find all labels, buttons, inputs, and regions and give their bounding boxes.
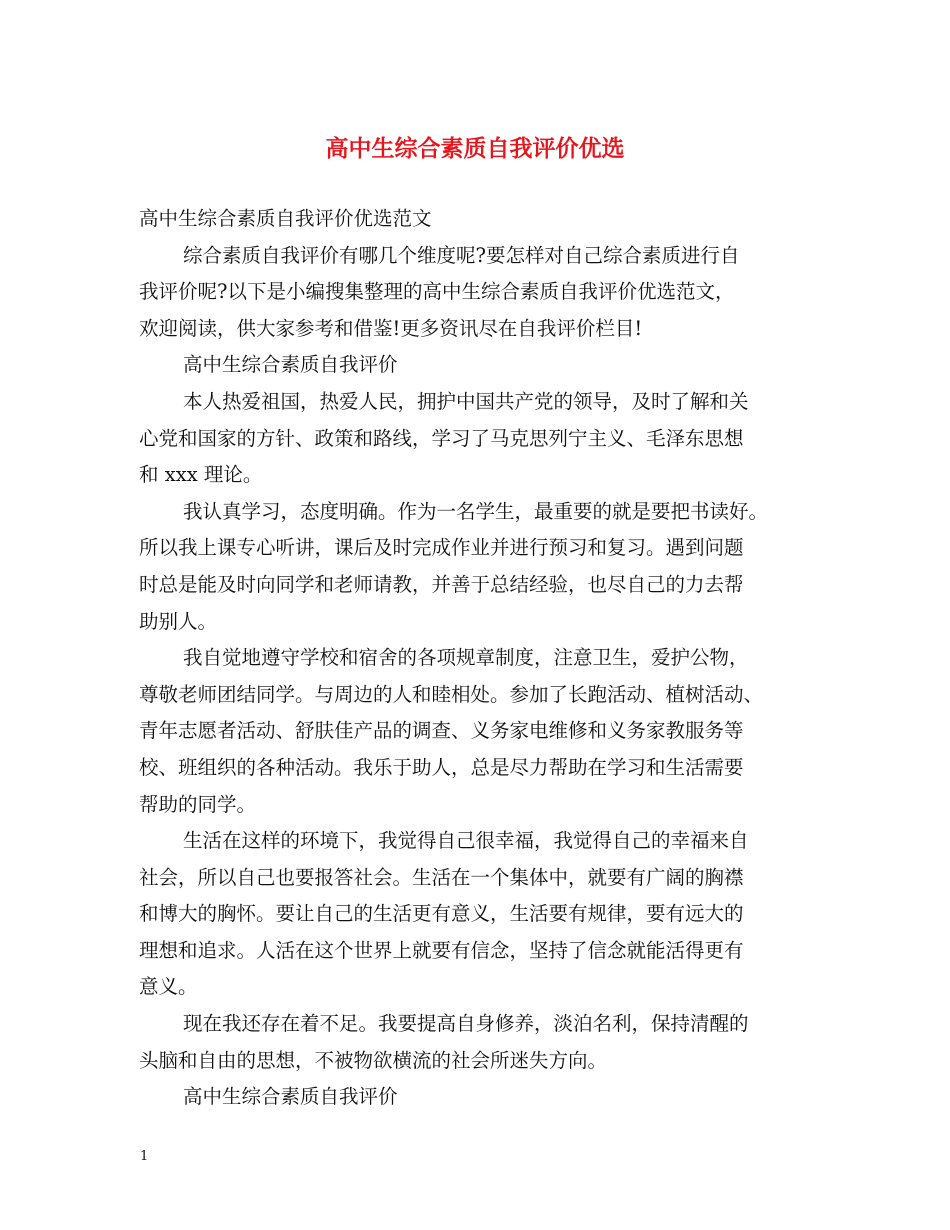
paragraph-line: 我认真学习，态度明确。作为一名学生，最重要的就是要把书读好。 (183, 499, 769, 523)
paragraph-line: 和 xxx 理论。 (139, 463, 263, 487)
paragraph-line: 所以我上课专心听讲，课后及时完成作业并进行预习和复习。遇到问题 (139, 536, 744, 560)
paragraph-line: 意义。 (139, 975, 198, 999)
paragraph-line: 欢迎阅读，供大家参考和借鉴!更多资讯尽在自我评价栏目! (139, 316, 643, 340)
paragraph-line: 我评价呢?以下是小编搜集整理的高中生综合素质自我评价优选范文， (139, 280, 735, 304)
subtitle-line: 高中生综合素质自我评价优选范文 (139, 207, 432, 230)
paragraph-line: 社会，所以自己也要报答社会。生活在一个集体中，就要有广阔的胸襟 (139, 865, 744, 889)
paragraph-line: 尊敬老师团结同学。与周边的人和睦相处。参加了长跑活动、植树活动、 (139, 682, 764, 706)
paragraph-line: 综合素质自我评价有哪几个维度呢?要怎样对自己综合素质进行自 (183, 243, 740, 267)
paragraph-line: 本人热爱祖国，热爱人民，拥护中国共产党的领导，及时了解和关 (183, 389, 749, 413)
document-body (139, 201, 819, 1116)
page-number: 1 (140, 1149, 149, 1164)
paragraph-line: 心党和国家的方针、政策和路线，学习了马克思列宁主义、毛泽东思想 (139, 426, 744, 450)
paragraph-line: 理想和追求。人活在这个世界上就要有信念，坚持了信念就能活得更有 (139, 938, 744, 962)
paragraph-line: 时总是能及时向同学和老师请教，并善于总结经验，也尽自己的力去帮 (139, 572, 744, 596)
document-title: 高中生综合素质自我评价优选 (325, 135, 625, 162)
paragraph-line: 帮助的同学。 (139, 792, 257, 816)
paragraph-line: 生活在这样的环境下，我觉得自己很幸福，我觉得自己的幸福来自 (183, 829, 749, 853)
paragraph-line: 助别人。 (139, 609, 218, 633)
section-heading: 高中生综合素质自我评价 (183, 353, 398, 377)
paragraph-line: 和博大的胸怀。要让自己的生活更有意义，生活要有规律，要有远大的 (139, 902, 744, 926)
paragraph-line: 头脑和自由的思想，不被物欲横流的社会所迷失方向。 (139, 1048, 608, 1072)
paragraph-line: 校、班组织的各种活动。我乐于助人，总是尽力帮助在学习和生活需要 (139, 755, 744, 779)
section-heading: 高中生综合素质自我评价 (183, 1085, 398, 1109)
paragraph-line: 现在我还存在着不足。我要提高自身修养，淡泊名利，保持清醒的 (183, 1012, 749, 1036)
paragraph-line: 我自觉地遵守学校和宿舍的各项规章制度，注意卫生，爱护公物， (183, 646, 749, 670)
paragraph-line: 青年志愿者活动、舒肤佳产品的调查、义务家电维修和义务家教服务等 (139, 719, 744, 743)
